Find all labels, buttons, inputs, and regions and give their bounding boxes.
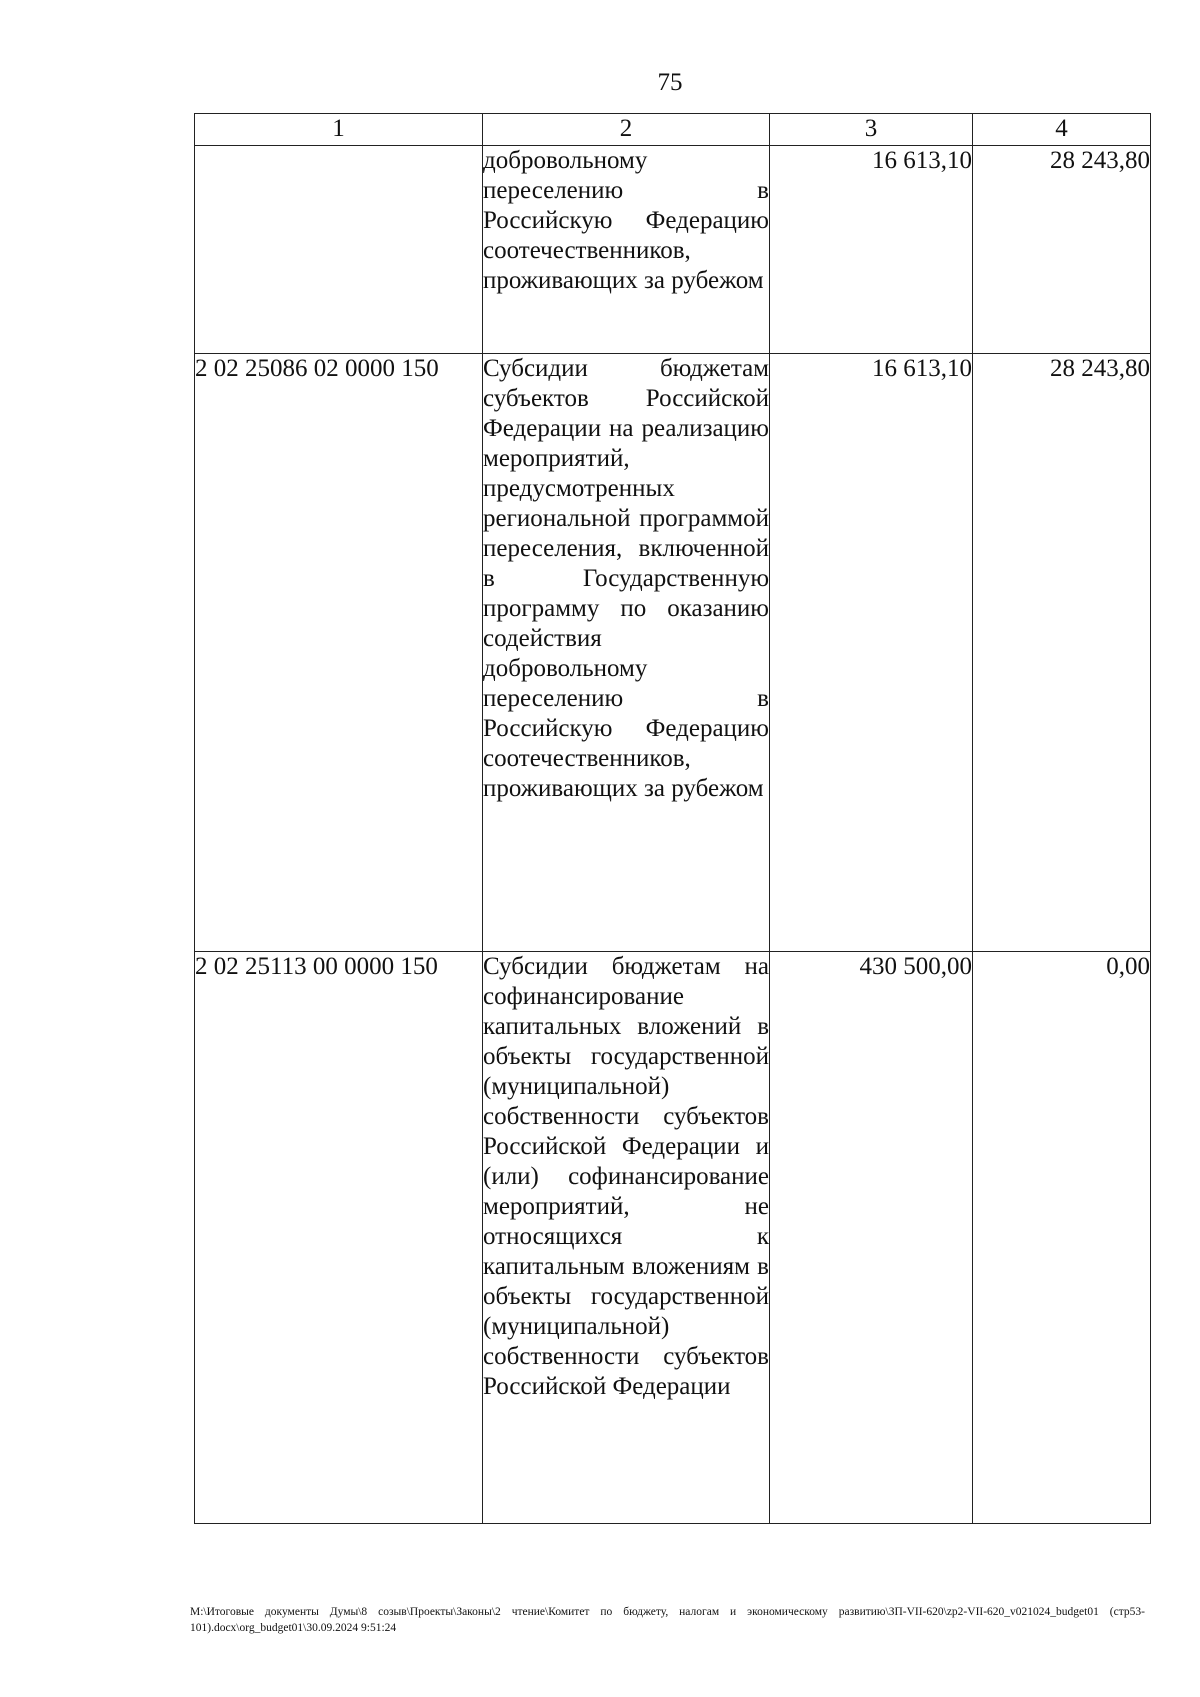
- column-header: 2: [483, 114, 770, 146]
- budget-description: Субсидии бюджетам субъектов Российской Федерации на реализацию мероприятий, предусмотренных региональной программой переселения, включенной в Государственную программу по оказанию содействия добровольному переселению в Российскую Федерацию соотечественников, проживающих за рубежом: [483, 354, 770, 952]
- budget-code: 2 02 25086 02 0000 150: [195, 354, 483, 952]
- amount-column-3: 430 500,00: [770, 952, 973, 1524]
- budget-description: добровольному переселению в Российскую Федерацию соотечественников, проживающих за рубежом: [483, 146, 770, 354]
- table-row: [195, 354, 1151, 952]
- budget-code: [195, 146, 483, 354]
- document-file-path: M:\Итоговые документы Думы\8 созыв\Проекты\Законы\2 чтение\Комитет по бюджету, налогам и экономическому развитию\ЗП-VII-620\zp2-VII-620_v021024_budget01 (стр53-101).docx\org_budget01\30.09.2024 9:51:24: [190, 1606, 1145, 1634]
- table-row: [195, 952, 1151, 1524]
- column-header: 4: [973, 114, 1151, 146]
- amount-column-3: 16 613,10: [770, 354, 973, 952]
- amount-column-4: 28 243,80: [973, 354, 1151, 952]
- budget-description: Субсидии бюджетам на софинансирование капитальных вложений в объекты государственной (муниципальной) собственности субъектов Российской Федерации и (или) софинансирование мероприятий, не относящихся к капитальным вложениям в объекты государственной (муниципальной) собственности субъектов Российской Федерации: [483, 952, 770, 1524]
- column-header: 1: [195, 114, 483, 146]
- column-header: 3: [770, 114, 973, 146]
- table-row: [195, 146, 1151, 354]
- budget-table: [194, 113, 1151, 1524]
- amount-column-4: 0,00: [973, 952, 1151, 1524]
- amount-column-4: 28 243,80: [973, 146, 1151, 354]
- amount-column-3: 16 613,10: [770, 146, 973, 354]
- table-header-row: [195, 114, 1151, 146]
- budget-code: 2 02 25113 00 0000 150: [195, 952, 483, 1524]
- page-number: 75: [657, 69, 683, 96]
